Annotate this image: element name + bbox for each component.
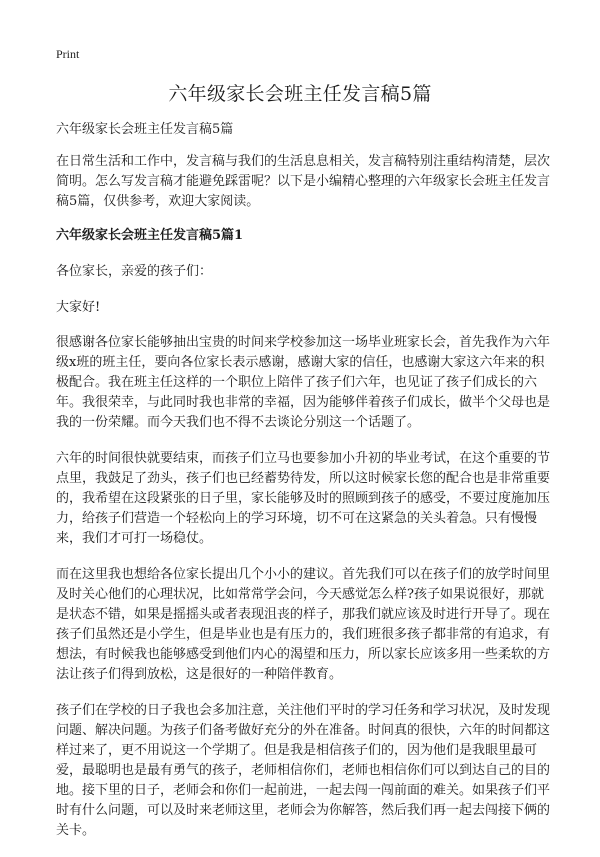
print-link[interactable]: Print: [56, 47, 80, 61]
body-paragraph-3: 而在这里我也想给各位家长提出几个小小的建议。首先我们可以在孩子们的放学时间里及时关心他们的心理状况，比如常常学会问，今天感觉怎么样?孩子如果说很好，那就是状态不错，如果是摇摇头或者表现沮丧的样子，那我们就应该及时进行开导了。现在孩子们虽然还是小学生，但是毕业也是有压力的，我们班很多孩子都非常的有追求，有想法，有时候我也能够感受到他们内心的渴望和压力，所以家长应该多用一些柔软的方法让孩子们得到放松，这是很好的一种陪伴教育。: [56, 567, 551, 682]
body-paragraph-2: 六年的时间很快就要结束，而孩子们立马也要参加小升初的毕业考试，在这个重要的节点里，我鼓足了劲头，孩子们也已经蓄势待发，所以这时候家长您的配合也是非常重要的，我希望在这段紧张的日子里，家长能够及时的照顾到孩子的感受，不要过度施加压力，给孩子们营造一个轻松向上的学习环境，切不可在这紧急的关头着急。只有慢慢来，我们才可打一场稳仗。: [56, 451, 551, 546]
body-paragraph-4: 孩子们在学校的日子我也会多加注意，关注他们平时的学习任务和学习状况，及时发现问题、解决问题。为孩子们备考做好充分的外在准备。时间真的很快，六年的时间都这样过来了，更不用说这一个学期了。但是我是相信孩子们的，因为他们是我眼里最可爱，最聪明也是最有勇气的孩子，老师相信你们，老师也相信你们可以到达自己的目的地。接下里的日子，老师会和你们一起前进，一起去闯一闯前面的难关。如果孩子们平时有什么问题，可以及时来老师这里，老师会为你解答，然后我们再一起去闯接下俩的关卡。: [56, 703, 551, 838]
greeting-line: 各位家长，亲爱的孩子们：: [56, 264, 213, 279]
intro-paragraph: 在日常生活和工作中，发言稿与我们的生活息息相关，发言稿特别注重结构清楚，层次简明。怎么写发言稿才能避免踩雷呢？以下是小编精心整理的六年级家长会班主任发言稿5篇，仅供参考，欢迎大家阅读。: [56, 154, 551, 209]
body-paragraph-1: 很感谢各位家长能够抽出宝贵的时间来学校参加这一场毕业班家长会，首先我作为六年级x班的班主任，要向各位家长表示感谢，感谢大家的信任，也感谢大家这六年来的积极配合。我在班主任这样的一个职位上陪伴了孩子们六年，也见证了孩子们成长的六年。我很荣幸，与此同时我也非常的幸福，因为能够伴着孩子们成长，做半个父母也是我的一份荣耀。而今天我们也不得不去谈论分别这一个话题了。: [56, 335, 551, 430]
section-heading: 六年级家长会班主任发言稿5篇1: [56, 228, 244, 243]
document-title: 六年级家长会班主任发言稿5篇: [168, 83, 432, 105]
hello-line: 大家好!: [56, 300, 101, 315]
document-body: [56, 120, 553, 857]
document-subtitle: 六年级家长会班主任发言稿5篇: [56, 122, 234, 137]
